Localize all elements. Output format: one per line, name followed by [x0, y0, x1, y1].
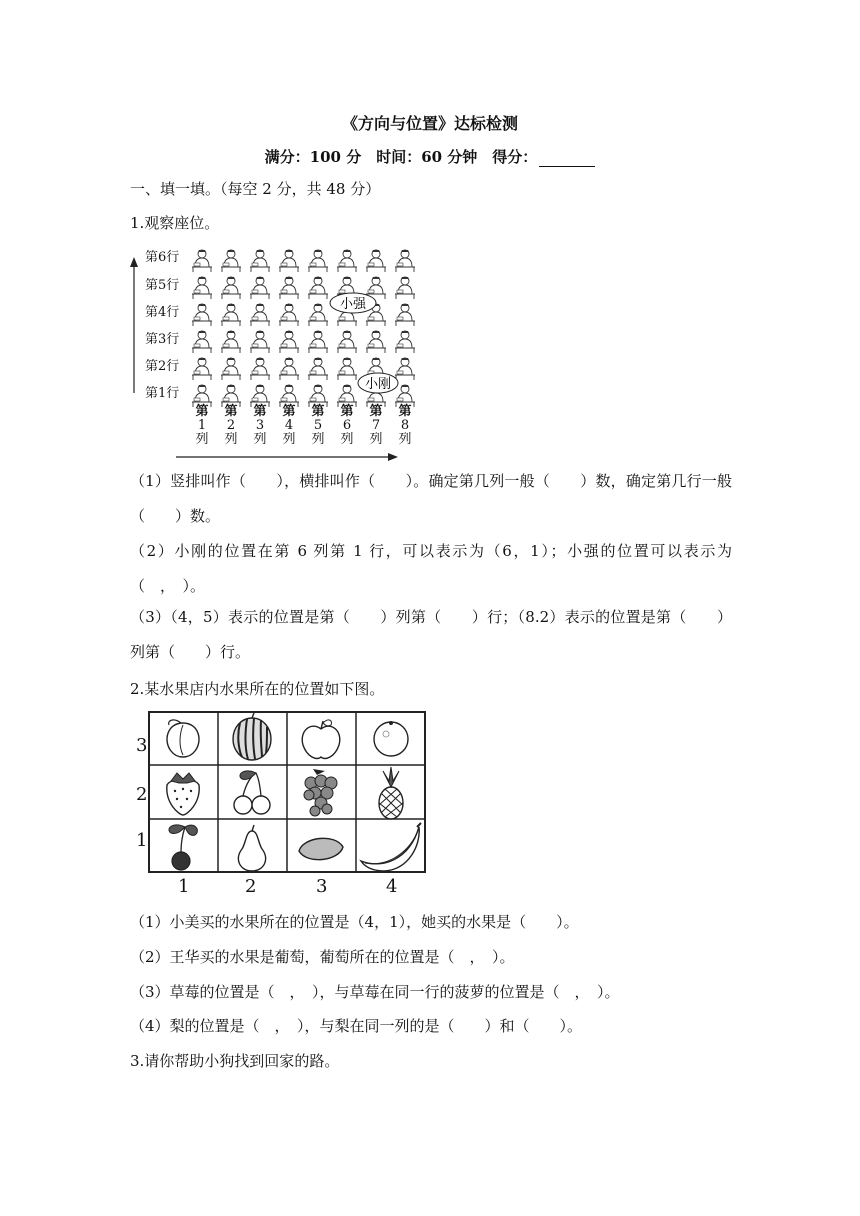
column-label-number: 7 — [371, 418, 381, 433]
column-label-number: 1 — [197, 418, 207, 433]
column-label-number: 2 — [226, 418, 236, 433]
student-seat-icon — [395, 277, 415, 299]
student-seat-icon — [250, 304, 270, 326]
orange-icon — [374, 721, 408, 756]
column-label-top: 第 — [311, 404, 325, 419]
row-label: 第5行 — [145, 278, 180, 293]
row-label: 第2行 — [145, 359, 180, 374]
column-label — [191, 405, 213, 447]
student-seat-icon — [308, 250, 328, 272]
score-blank[interactable] — [539, 152, 595, 167]
column-label-number: 6 — [342, 418, 352, 433]
student-seat-icon — [221, 331, 241, 353]
question-2-part-1: （1）小美买的水果所在的位置是（4，1），她买的水果是（ ）。 — [130, 913, 579, 931]
column-label-bottom: 列 — [253, 432, 267, 447]
column-label-top: 第 — [398, 404, 412, 419]
question-1-part-3: （3）（4，5）表示的位置是第（ ）列第（ ）行；（8.2）表示的位置是第（ ）列第（ ）行。 — [130, 608, 732, 661]
student-seat-icon — [279, 304, 299, 326]
student-seat-icon — [192, 250, 212, 272]
column-label — [336, 405, 358, 447]
question-2-part-3: （3）草莓的位置是（ ， ），与草莓在同一行的菠萝的位置是（ ， ）。 — [130, 983, 620, 1001]
column-label-top: 第 — [253, 404, 267, 419]
student-seat-icon — [250, 331, 270, 353]
student-seat-icon — [192, 277, 212, 299]
student-seat-icon — [308, 331, 328, 353]
x-axis-label: 1 — [178, 876, 190, 897]
score-line — [0, 146, 860, 167]
fruit-grid — [148, 711, 426, 873]
question-2-part-4: （4）梨的位置是（ ， ），与梨在同一列的是（ ）和（ ）。 — [130, 1017, 583, 1035]
student-seat-icon — [250, 277, 270, 299]
row-label: 第1行 — [145, 386, 180, 401]
student-seat-icon — [192, 358, 212, 380]
column-label-bottom: 列 — [195, 432, 209, 447]
question-1-part-2: （2）小刚的位置在第 6 列第 1 行，可以表示为（6，1）；小强的位置可以表示为（ ， ）。 — [130, 542, 732, 595]
student-seat-icon — [366, 250, 386, 272]
student-seat-icon — [308, 358, 328, 380]
student-seat-icon — [308, 304, 328, 326]
column-label — [278, 405, 300, 447]
row-label: 第4行 — [145, 305, 180, 320]
column-label-number: 4 — [284, 418, 294, 433]
student-seat-icon — [221, 277, 241, 299]
column-label — [220, 405, 242, 447]
x-axis-label: 4 — [386, 876, 398, 897]
row-arrow-head — [130, 257, 138, 267]
column-label-bottom: 列 — [398, 432, 412, 447]
column-label-top: 第 — [224, 404, 238, 419]
column-label-bottom: 列 — [340, 432, 354, 447]
question-1-heading: 1.观察座位。 — [130, 214, 220, 232]
student-seat-icon — [395, 304, 415, 326]
y-axis-label: 2 — [136, 784, 148, 805]
column-label-bottom: 列 — [369, 432, 383, 447]
xiaoqiang-label: 小强 — [339, 297, 367, 312]
column-label-bottom: 列 — [224, 432, 238, 447]
student-seat-icon — [279, 277, 299, 299]
column-label — [307, 405, 329, 447]
student-seat-icon — [192, 331, 212, 353]
column-label — [394, 405, 416, 447]
column-label — [249, 405, 271, 447]
row-label: 第6行 — [145, 250, 180, 265]
xiaogang-label: 小刚 — [364, 377, 392, 392]
student-seat-icon — [395, 250, 415, 272]
student-seat-icon — [279, 331, 299, 353]
student-seat-icon — [279, 358, 299, 380]
question-2-heading: 2.某水果店内水果所在的位置如下图。 — [130, 680, 385, 698]
student-seat-icon — [279, 250, 299, 272]
column-label-top: 第 — [340, 404, 354, 419]
column-label-top: 第 — [195, 404, 209, 419]
column-label-bottom: 列 — [311, 432, 325, 447]
fruit-grid-svg — [148, 711, 426, 873]
student-seat-icon — [250, 250, 270, 272]
score-line-text: 满分：100 分 时间：60 分钟 得分： — [264, 148, 538, 166]
column-label-bottom: 列 — [282, 432, 296, 447]
question-1-part-1: （1）竖排叫作（ ），横排叫作（ ）。确定第几列一般（ ）数，确定第几行一般（ ）数。 — [130, 472, 732, 525]
student-seat-icon — [337, 250, 357, 272]
column-label-top: 第 — [282, 404, 296, 419]
column-arrow-head — [388, 453, 398, 461]
y-axis-label: 1 — [136, 830, 148, 851]
student-seat-icon — [192, 304, 212, 326]
student-seat-icon — [395, 331, 415, 353]
row-label: 第3行 — [145, 332, 180, 347]
student-seat-icon — [337, 331, 357, 353]
student-seat-icon — [395, 358, 415, 380]
column-label-number: 3 — [255, 418, 265, 433]
student-seat-icon — [308, 277, 328, 299]
student-seat-icon — [366, 331, 386, 353]
student-seat-icon — [221, 358, 241, 380]
column-label-top: 第 — [369, 404, 383, 419]
question-3-heading: 3.请你帮助小狗找到回家的路。 — [130, 1052, 340, 1070]
column-label-number: 5 — [313, 418, 323, 433]
column-label-number: 8 — [400, 418, 410, 433]
student-seat-icon — [221, 250, 241, 272]
page-title: 《方向与位置》达标检测 — [341, 114, 518, 133]
x-axis-label: 3 — [316, 876, 328, 897]
student-seat-icon — [221, 304, 241, 326]
student-seat-icon — [250, 358, 270, 380]
student-seat-icon — [337, 358, 357, 380]
y-axis-label: 3 — [136, 735, 148, 756]
column-label — [365, 405, 387, 447]
section-heading: 一、填一填。（每空 2 分，共 48 分） — [130, 180, 381, 198]
question-2-part-2: （2）王华买的水果是葡萄，葡萄所在的位置是（ ， ）。 — [130, 948, 515, 966]
x-axis-label: 2 — [245, 876, 257, 897]
